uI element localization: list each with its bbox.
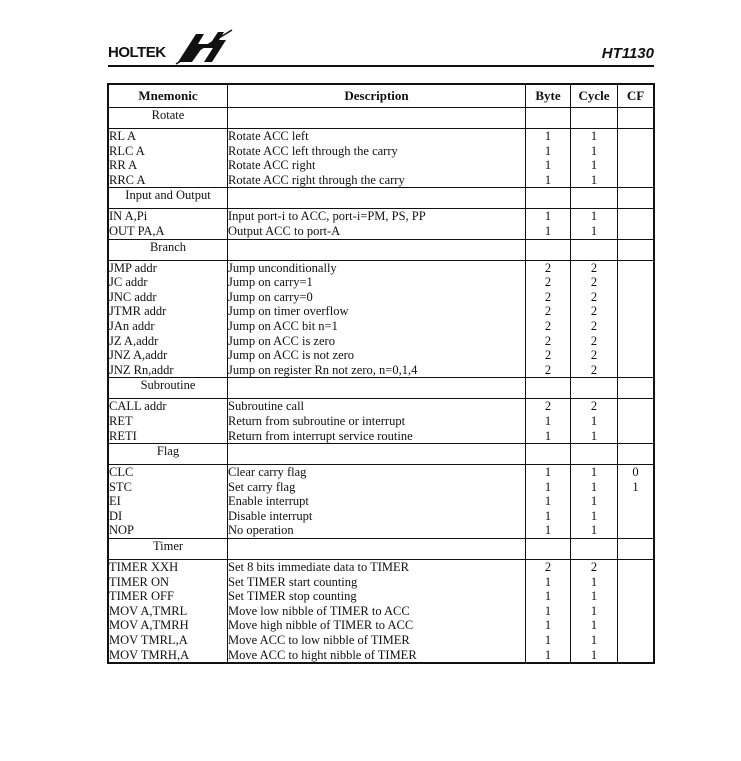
description-value: Rotate ACC left through the carry <box>228 143 398 158</box>
cf-value <box>618 304 653 319</box>
cf-column-cell <box>618 465 655 539</box>
mnemonic-value: MOV A,TMRL <box>109 603 188 618</box>
section-header-empty-cell <box>228 444 526 465</box>
section-header-empty-cell <box>618 539 655 560</box>
description-value: Move ACC to hight nibble of TIMER <box>228 647 417 662</box>
cycle-value: 2 <box>590 348 598 363</box>
mnemonic-value: TIMER ON <box>109 574 170 589</box>
mnemonic-value: RLC A <box>109 143 145 158</box>
cf-value <box>618 290 653 305</box>
description-value: Set 8 bits immediate data to TIMER <box>228 560 409 575</box>
description-column-cell <box>228 465 526 539</box>
cf-value <box>618 509 653 524</box>
cycle-value: 2 <box>590 560 598 575</box>
column-header-cf: CF <box>618 84 655 108</box>
cycle-column-cell <box>571 260 618 378</box>
description-value: Enable interrupt <box>228 494 309 509</box>
description-value: Jump on ACC is not zero <box>228 348 355 363</box>
section-header-empty-cell <box>228 239 526 260</box>
cf-column-cell <box>618 260 655 378</box>
page-header <box>108 28 654 66</box>
mnemonic-value: JNZ Rn,addr <box>109 362 174 377</box>
cycle-value: 1 <box>590 574 598 589</box>
cycle-value: 1 <box>590 618 598 633</box>
cycle-column-cell <box>571 209 618 239</box>
description-value: Jump on register Rn not zero, n=0,1,4 <box>228 362 418 377</box>
cf-value <box>618 648 653 663</box>
description-column-cell <box>228 260 526 378</box>
section-header-empty-cell <box>228 188 526 209</box>
cf-value <box>618 494 653 509</box>
mnemonic-value: STC <box>109 479 132 494</box>
section-header-row-rotate <box>108 108 654 129</box>
section-body-row-flag <box>108 465 654 539</box>
description-value: Disable interrupt <box>228 508 313 523</box>
byte-value: 2 <box>544 318 552 333</box>
cycle-column-cell <box>571 560 618 664</box>
cycle-value: 2 <box>590 333 598 348</box>
description-value: Clear carry flag <box>228 465 307 480</box>
section-header-empty-cell <box>571 539 618 560</box>
section-header-empty-cell <box>526 108 571 129</box>
description-value: Set carry flag <box>228 479 296 494</box>
section-body-row-rotate <box>108 129 654 188</box>
cycle-value: 2 <box>590 260 598 275</box>
cf-value <box>618 261 653 276</box>
mnemonic-value: JC addr <box>109 275 148 290</box>
description-value: Move high nibble of TIMER to ACC <box>228 618 414 633</box>
byte-value: 1 <box>544 589 552 604</box>
mnemonic-value: JNC addr <box>109 289 157 304</box>
byte-value: 1 <box>544 479 552 494</box>
byte-value: 2 <box>544 289 552 304</box>
byte-value: 1 <box>544 143 552 158</box>
cf-value <box>618 589 653 604</box>
mnemonic-value: JZ A,addr <box>109 333 159 348</box>
section-header-empty-cell <box>526 539 571 560</box>
cycle-value: 1 <box>590 479 598 494</box>
byte-value: 1 <box>544 647 552 662</box>
cf-value: 0 <box>632 465 639 480</box>
section-header-row-input-and-output <box>108 188 654 209</box>
mnemonic-value: TIMER OFF <box>109 589 174 604</box>
mnemonic-value: JMP addr <box>109 260 157 275</box>
cf-column-cell <box>618 209 655 239</box>
column-header-mnemonic: Mnemonic <box>108 84 228 108</box>
cycle-value: 1 <box>590 633 598 648</box>
section-body-row-timer <box>108 560 654 664</box>
section-title: Branch <box>108 239 228 260</box>
cf-column-cell <box>618 129 655 188</box>
cf-value: 1 <box>632 479 639 494</box>
mnemonic-column-cell <box>108 260 228 378</box>
cycle-column-cell <box>571 399 618 444</box>
byte-value: 2 <box>544 560 552 575</box>
description-value: Input port-i to ACC, port-i=PM, PS, PP <box>228 209 426 224</box>
cf-value <box>618 275 653 290</box>
cf-value <box>618 399 653 414</box>
mnemonic-value: TIMER XXH <box>109 560 179 575</box>
byte-value: 1 <box>544 223 552 238</box>
byte-value: 1 <box>544 574 552 589</box>
section-body-row-branch <box>108 260 654 378</box>
description-value: Jump on ACC is zero <box>228 333 335 348</box>
byte-value: 2 <box>544 304 552 319</box>
description-value: Rotate ACC right through the carry <box>228 172 405 187</box>
description-value: Subroutine call <box>228 399 305 414</box>
cf-value <box>618 319 653 334</box>
mnemonic-value: MOV TMRL,A <box>109 633 188 648</box>
byte-value: 2 <box>544 362 552 377</box>
section-header-empty-cell <box>228 108 526 129</box>
cycle-value: 1 <box>590 494 598 509</box>
byte-value: 1 <box>544 603 552 618</box>
byte-value: 2 <box>544 399 552 414</box>
mnemonic-value: OUT PA,A <box>109 223 165 238</box>
byte-column-cell <box>526 465 571 539</box>
header-rule <box>108 65 654 68</box>
cycle-value: 1 <box>590 413 598 428</box>
cycle-value: 1 <box>590 428 598 443</box>
section-header-empty-cell <box>618 239 655 260</box>
mnemonic-value: DI <box>109 508 123 523</box>
section-header-empty-cell <box>571 378 618 399</box>
byte-column-cell <box>526 560 571 664</box>
cycle-value: 1 <box>590 647 598 662</box>
byte-column-cell <box>526 129 571 188</box>
cycle-value: 1 <box>590 465 598 480</box>
byte-value: 1 <box>544 508 552 523</box>
description-value: No operation <box>228 523 294 538</box>
section-body-row-subroutine <box>108 399 654 444</box>
cf-value <box>618 560 653 575</box>
logo-text: HOLTEK <box>108 44 166 61</box>
mnemonic-value: IN A,Pi <box>109 209 148 224</box>
cf-value <box>618 129 653 144</box>
document-id: HT1130 <box>601 45 654 62</box>
mnemonic-value: CLC <box>109 465 134 480</box>
byte-value: 2 <box>544 260 552 275</box>
cycle-value: 1 <box>590 172 598 187</box>
mnemonic-value: JTMR addr <box>109 304 167 319</box>
cf-value <box>618 414 653 429</box>
byte-value: 2 <box>544 275 552 290</box>
byte-value: 1 <box>544 633 552 648</box>
byte-column-cell <box>526 260 571 378</box>
cycle-value: 2 <box>590 362 598 377</box>
cycle-value: 1 <box>590 129 598 143</box>
cf-value <box>618 173 653 188</box>
byte-value: 1 <box>544 129 552 143</box>
cf-value <box>618 618 653 633</box>
mnemonic-value: EI <box>109 494 121 509</box>
cf-value <box>618 158 653 173</box>
cycle-value: 1 <box>590 603 598 618</box>
description-value: Set TIMER start counting <box>228 574 358 589</box>
description-column-cell <box>228 560 526 664</box>
cf-value <box>618 523 653 538</box>
byte-value: 1 <box>544 465 552 480</box>
mnemonic-column-cell <box>108 399 228 444</box>
cycle-value: 2 <box>590 289 598 304</box>
description-value: Rotate ACC right <box>228 158 316 173</box>
section-header-empty-cell <box>526 444 571 465</box>
description-value: Set TIMER stop counting <box>228 589 357 604</box>
mnemonic-value: RETI <box>109 428 137 443</box>
cycle-value: 2 <box>590 399 598 414</box>
byte-value: 1 <box>544 618 552 633</box>
section-header-empty-cell <box>571 239 618 260</box>
section-title: Timer <box>108 539 228 560</box>
description-value: Move ACC to low nibble of TIMER <box>228 633 410 648</box>
section-header-row-branch <box>108 239 654 260</box>
mnemonic-column-cell <box>108 560 228 664</box>
cycle-value: 2 <box>590 275 598 290</box>
table-body <box>108 108 654 664</box>
table-header-row <box>108 84 654 108</box>
section-header-empty-cell <box>228 539 526 560</box>
description-column-cell <box>228 129 526 188</box>
cycle-value: 2 <box>590 304 598 319</box>
holtek-logo-mark-icon <box>174 28 234 66</box>
holtek-logo <box>108 28 248 66</box>
mnemonic-value: JNZ A,addr <box>109 348 168 363</box>
section-header-empty-cell <box>228 378 526 399</box>
mnemonic-value: RL A <box>109 129 136 143</box>
section-header-empty-cell <box>618 378 655 399</box>
section-header-empty-cell <box>571 108 618 129</box>
description-value: Jump on carry=1 <box>228 275 313 290</box>
section-title: Input and Output <box>108 188 228 209</box>
mnemonic-column-cell <box>108 465 228 539</box>
mnemonic-value: RET <box>109 413 133 428</box>
section-header-row-subroutine <box>108 378 654 399</box>
section-header-row-flag <box>108 444 654 465</box>
description-value: Output ACC to port-A <box>228 223 341 238</box>
cycle-value: 1 <box>590 589 598 604</box>
mnemonic-value: JAn addr <box>109 318 155 333</box>
mnemonic-value: NOP <box>109 523 135 538</box>
cf-value <box>618 224 653 239</box>
section-header-empty-cell <box>526 188 571 209</box>
byte-value: 1 <box>544 494 552 509</box>
section-header-empty-cell <box>571 444 618 465</box>
cycle-value: 1 <box>590 223 598 238</box>
mnemonic-column-cell <box>108 209 228 239</box>
section-header-empty-cell <box>618 444 655 465</box>
byte-value: 1 <box>544 209 552 224</box>
mnemonic-value: CALL addr <box>109 399 167 414</box>
section-header-row-timer <box>108 539 654 560</box>
cycle-value: 1 <box>590 523 598 538</box>
cf-value <box>618 633 653 648</box>
cf-value <box>618 575 653 590</box>
byte-value: 1 <box>544 428 552 443</box>
cf-value <box>618 429 653 444</box>
cycle-value: 1 <box>590 508 598 523</box>
column-header-description: Description <box>228 84 526 108</box>
cf-value <box>618 334 653 349</box>
description-value: Rotate ACC left <box>228 129 309 143</box>
column-header-cycle: Cycle <box>571 84 618 108</box>
description-value: Jump on timer overflow <box>228 304 349 319</box>
description-value: Jump on ACC bit n=1 <box>228 318 338 333</box>
section-title: Subroutine <box>108 378 228 399</box>
cycle-column-cell <box>571 129 618 188</box>
cf-value <box>618 363 653 378</box>
mnemonic-value: MOV TMRH,A <box>109 647 190 662</box>
cf-column-cell <box>618 560 655 664</box>
column-header-byte: Byte <box>526 84 571 108</box>
section-body-row-input-and-output <box>108 209 654 239</box>
section-title: Rotate <box>108 108 228 129</box>
description-column-cell <box>228 399 526 444</box>
description-value: Return from interrupt service routine <box>228 428 413 443</box>
description-column-cell <box>228 209 526 239</box>
section-title: Flag <box>108 444 228 465</box>
section-header-empty-cell <box>618 108 655 129</box>
mnemonic-value: RRC A <box>109 172 146 187</box>
cycle-value: 2 <box>590 318 598 333</box>
mnemonic-value: RR A <box>109 158 138 173</box>
description-value: Return from subroutine or interrupt <box>228 413 406 428</box>
byte-value: 1 <box>544 413 552 428</box>
section-header-empty-cell <box>526 378 571 399</box>
cycle-column-cell <box>571 465 618 539</box>
byte-value: 1 <box>544 523 552 538</box>
cycle-value: 1 <box>590 143 598 158</box>
cf-column-cell <box>618 399 655 444</box>
byte-value: 2 <box>544 333 552 348</box>
section-header-empty-cell <box>526 239 571 260</box>
instruction-table <box>107 83 655 664</box>
byte-column-cell <box>526 209 571 239</box>
byte-value: 1 <box>544 158 552 173</box>
byte-column-cell <box>526 399 571 444</box>
byte-value: 2 <box>544 348 552 363</box>
cf-value <box>618 209 653 224</box>
section-header-empty-cell <box>571 188 618 209</box>
description-value: Jump unconditionally <box>228 260 337 275</box>
byte-value: 1 <box>544 172 552 187</box>
description-value: Move low nibble of TIMER to ACC <box>228 603 410 618</box>
cf-value <box>618 144 653 159</box>
mnemonic-value: MOV A,TMRH <box>109 618 189 633</box>
mnemonic-column-cell <box>108 129 228 188</box>
cycle-value: 1 <box>590 209 598 224</box>
cf-value <box>618 604 653 619</box>
cf-value <box>618 348 653 363</box>
description-value: Jump on carry=0 <box>228 289 313 304</box>
cycle-value: 1 <box>590 158 598 173</box>
section-header-empty-cell <box>618 188 655 209</box>
